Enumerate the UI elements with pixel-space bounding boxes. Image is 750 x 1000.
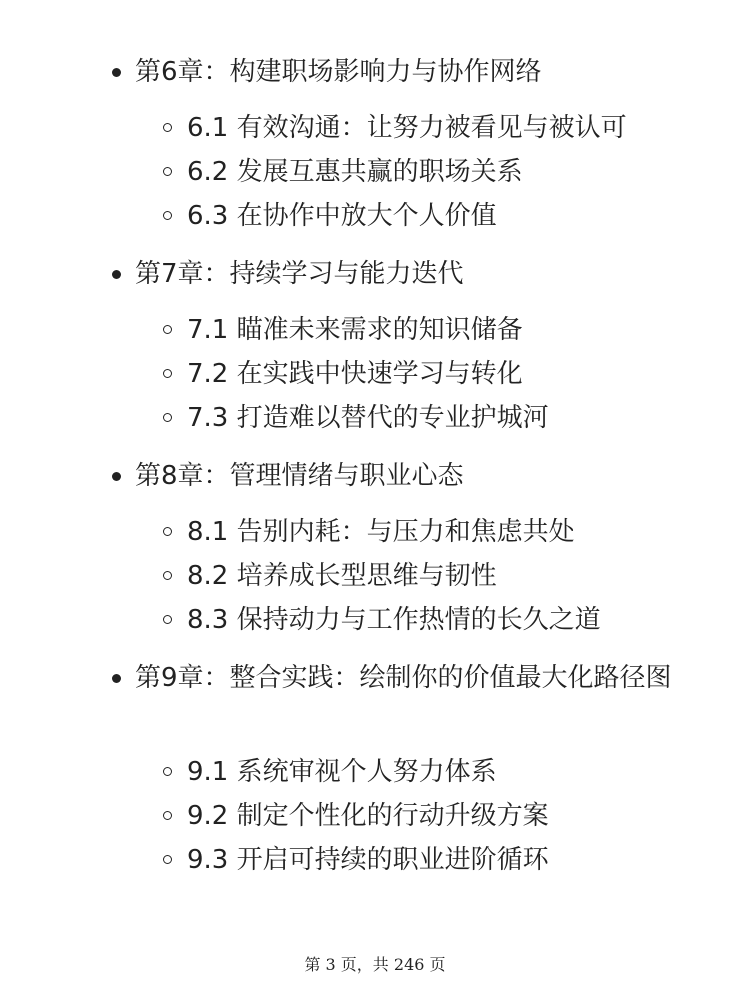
section-6-3 <box>187 196 687 236</box>
bullet-circle-icon <box>163 811 172 820</box>
section-title: 7.3 打造难以替代的专业护城河 <box>187 403 549 433</box>
bullet-circle-icon <box>163 167 172 176</box>
chapter-title: 第7章：持续学习与能力迭代 <box>135 259 464 289</box>
section-title: 8.1 告别内耗：与压力和焦虑共处 <box>187 517 575 547</box>
section-title: 8.3 保持动力与工作热情的长久之道 <box>187 605 601 635</box>
bullet-circle-icon <box>163 615 172 624</box>
section-8-1 <box>187 512 687 552</box>
section-7-1 <box>187 310 687 350</box>
section-9-2 <box>187 796 687 836</box>
bullet-dot-icon <box>112 68 121 77</box>
bullet-circle-icon <box>163 527 172 536</box>
page-indicator: 第 3 页，共 246 页 <box>304 955 446 974</box>
section-title: 6.3 在协作中放大个人价值 <box>187 201 497 231</box>
bullet-circle-icon <box>163 571 172 580</box>
chapter-6-heading <box>135 52 675 92</box>
section-6-2 <box>187 152 687 192</box>
chapter-title: 第8章：管理情绪与职业心态 <box>135 461 464 491</box>
bullet-circle-icon <box>163 767 172 776</box>
section-title: 8.2 培养成长型思维与韧性 <box>187 561 497 591</box>
bullet-dot-icon <box>112 270 121 279</box>
chapter-9-heading <box>135 658 675 698</box>
section-8-2 <box>187 556 687 596</box>
section-8-3 <box>187 600 687 640</box>
bullet-circle-icon <box>163 123 172 132</box>
section-title: 7.2 在实践中快速学习与转化 <box>187 359 523 389</box>
section-title: 7.1 瞄准未来需求的知识储备 <box>187 315 523 345</box>
section-7-2 <box>187 354 687 394</box>
bullet-circle-icon <box>163 855 172 864</box>
chapter-7-heading <box>135 254 675 294</box>
bullet-dot-icon <box>112 674 121 683</box>
bullet-circle-icon <box>163 211 172 220</box>
chapter-title: 第6章：构建职场影响力与协作网络 <box>135 57 542 87</box>
bullet-circle-icon <box>163 413 172 422</box>
chapter-8-heading <box>135 456 675 496</box>
section-6-1 <box>187 108 687 148</box>
section-7-3 <box>187 398 687 438</box>
section-title: 9.2 制定个性化的行动升级方案 <box>187 801 549 831</box>
bullet-dot-icon <box>112 472 121 481</box>
section-title: 9.3 开启可持续的职业进阶循环 <box>187 845 549 875</box>
chapter-title: 第9章：整合实践：绘制你的价值最大化路径图 <box>135 663 672 693</box>
section-title: 9.1 系统审视个人努力体系 <box>187 757 497 787</box>
bullet-circle-icon <box>163 369 172 378</box>
section-title: 6.2 发展互惠共赢的职场关系 <box>187 157 523 187</box>
bullet-circle-icon <box>163 325 172 334</box>
section-title: 6.1 有效沟通：让努力被看见与被认可 <box>187 113 627 143</box>
section-9-1 <box>187 752 687 792</box>
section-9-3 <box>187 840 687 880</box>
